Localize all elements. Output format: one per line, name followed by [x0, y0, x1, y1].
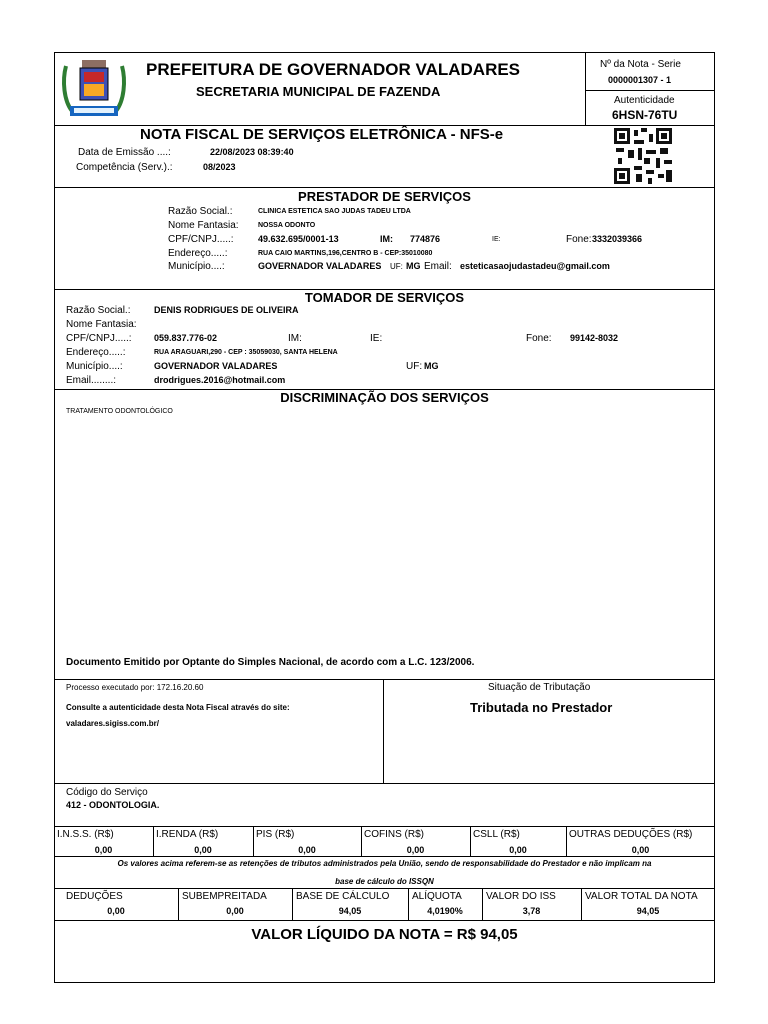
- autenticidade-label: Autenticidade: [614, 95, 675, 106]
- tomador-fantasia-label: Nome Fantasia:: [66, 319, 137, 330]
- discriminacao-text: TRATAMENTO ODONTOLÓGICO: [66, 408, 173, 415]
- valor-label: ALÍQUOTA: [412, 891, 462, 902]
- valor-liquido: VALOR LÍQUIDO DA NOTA = R$ 94,05: [251, 926, 518, 943]
- situacao-value: Tributada no Prestador: [470, 700, 613, 715]
- qr-code-icon[interactable]: [614, 128, 672, 184]
- valor-label: DEDUÇÕES: [66, 891, 123, 902]
- prestador-uf-value: MG: [406, 261, 421, 271]
- aviso-line1: Os valores acima referem-se as retenções de tributos administrados pela União, sendo de responsabilidade do Prestador e não implicam na: [117, 859, 652, 868]
- tomador-endereco-value: RUA ARAGUARI,290 - CEP : 35059030, SANTA HELENA: [154, 349, 338, 356]
- tomador-im-label: IM:: [288, 333, 302, 344]
- tomador-cpf-value: 059.837.776-02: [154, 333, 218, 343]
- valor-value: 94,05: [338, 906, 362, 916]
- prestador-fantasia-value: NOSSA ODONTO: [258, 222, 316, 229]
- prestador-im-value: 774876: [410, 234, 441, 244]
- prestador-endereco-value: RUA CAIO MARTINS,196,CENTRO B - CEP:35010080: [258, 250, 433, 257]
- tributo-label: PIS (R$): [256, 829, 295, 840]
- prestador-razao-value: CLINICA ESTETICA SAO JUDAS TADEU LTDA: [258, 208, 411, 215]
- valor-value: 4,0190%: [427, 906, 463, 916]
- tributo-value: 0,00: [509, 845, 527, 855]
- valor-value: 0,00: [107, 906, 125, 916]
- situacao-label: Situação de Tributação: [488, 682, 591, 693]
- competencia-value: 08/2023: [203, 162, 236, 172]
- tributo-value: 0,00: [298, 845, 316, 855]
- prestador-cnpj-label: CPF/CNPJ.....:: [168, 234, 234, 245]
- tomador-email-label: Email........:: [66, 375, 117, 386]
- aviso-line2: base de cálculo do ISSQN: [335, 877, 434, 886]
- servico-value: 412 - ODONTOLOGIA.: [66, 800, 160, 810]
- prestador-im-label: IM:: [380, 234, 393, 244]
- tributo-value: 0,00: [406, 845, 425, 855]
- tomador-email-value: drodrigues.2016@hotmail.com: [154, 375, 286, 385]
- tomador-municipio-label: Município....:: [66, 361, 123, 372]
- tomador-cpf-label: CPF/CNPJ.....:: [66, 333, 132, 344]
- tributo-label: I.N.S.S. (R$): [57, 829, 114, 840]
- prestador-endereco-label: Endereço.....:: [168, 248, 228, 259]
- tomador-ie-label: IE:: [370, 333, 383, 344]
- tributo-label: OUTRAS DEDUÇÕES (R$): [569, 829, 693, 840]
- prestador-fantasia-label: Nome Fantasia:: [168, 220, 239, 231]
- competencia-label: Competência (Serv.).:: [76, 162, 173, 173]
- consulte-text: Consulte a autenticidade desta Nota Fiscal através do site:: [66, 703, 290, 712]
- tomador-razao-value: DENIS RODRIGUES DE OLIVEIRA: [154, 305, 299, 315]
- secretaria-title: SECRETARIA MUNICIPAL DE FAZENDA: [196, 84, 441, 99]
- site-link[interactable]: valadares.sigiss.com.br/: [66, 719, 159, 728]
- prestador-ie-label: IE:: [492, 236, 501, 243]
- prestador-fone-label: Fone:: [566, 234, 592, 245]
- tributo-value: 0,00: [631, 845, 650, 855]
- tomador-title: TOMADOR DE SERVIÇOS: [304, 290, 465, 305]
- tomador-endereco-label: Endereço.....:: [66, 347, 126, 358]
- prestador-municipio-value: GOVERNADOR VALADARES: [258, 261, 382, 271]
- tributo-label: COFINS (R$): [364, 829, 424, 840]
- prestador-uf-label: UF:: [390, 262, 403, 271]
- coat-of-arms-icon: [60, 56, 128, 122]
- emissao-value: 22/08/2023 08:39:40: [210, 147, 294, 157]
- prestador-title: PRESTADOR DE SERVIÇOS: [298, 189, 471, 204]
- tributo-value: 0,00: [94, 845, 113, 855]
- tomador-razao-label: Razão Social.:: [66, 305, 131, 316]
- processo-info: Processo executado por: 172.16.20.60: [66, 683, 204, 692]
- valor-label: VALOR TOTAL DA NOTA: [585, 891, 698, 902]
- tributo-label: I.RENDA (R$): [156, 829, 219, 840]
- prefeitura-title: PREFEITURA DE GOVERNADOR VALADARES: [146, 60, 521, 79]
- tomador-fone-label: Fone:: [526, 333, 552, 344]
- valor-value: 94,05: [636, 906, 660, 916]
- prestador-email-value: esteticasaojudastadeu@gmail.com: [460, 261, 610, 271]
- emissao-label: Data de Emissão ....:: [78, 147, 171, 158]
- prestador-email-label: Email:: [424, 261, 452, 272]
- valor-value: 0,00: [226, 906, 244, 916]
- nfse-title: NOTA FISCAL DE SERVIÇOS ELETRÔNICA - NFS-e: [140, 126, 504, 143]
- servico-label: Código do Serviço: [66, 787, 148, 798]
- valor-value: 3,78: [522, 906, 541, 916]
- valor-label: SUBEMPREITADA: [182, 891, 267, 902]
- nota-label: Nº da Nota - Serie: [600, 59, 681, 70]
- tributo-label: CSLL (R$): [473, 829, 520, 840]
- prestador-razao-label: Razão Social.:: [168, 206, 233, 217]
- prestador-cnpj-value: 49.632.695/0001-13: [258, 234, 339, 244]
- autenticidade-code: 6HSN-76TU: [612, 108, 678, 122]
- discriminacao-title: DISCRIMINAÇÃO DOS SERVIÇOS: [280, 390, 489, 405]
- valor-label: BASE DE CÁLCULO: [296, 891, 390, 902]
- prestador-municipio-label: Município....:: [168, 261, 225, 272]
- tomador-uf-value: MG: [424, 361, 439, 371]
- nota-number: 0000001307 - 1: [608, 75, 672, 85]
- tomador-fone-value: 99142-8032: [570, 333, 619, 343]
- simples-nacional-note: Documento Emitido por Optante do Simples Nacional, de acordo com a L.C. 123/2006.: [66, 657, 475, 668]
- prestador-fone-value: 3332039366: [592, 234, 643, 244]
- tributo-value: 0,00: [194, 845, 212, 855]
- tomador-uf-label: UF:: [406, 361, 423, 372]
- valor-label: VALOR DO ISS: [486, 891, 556, 902]
- tomador-municipio-value: GOVERNADOR VALADARES: [154, 361, 278, 371]
